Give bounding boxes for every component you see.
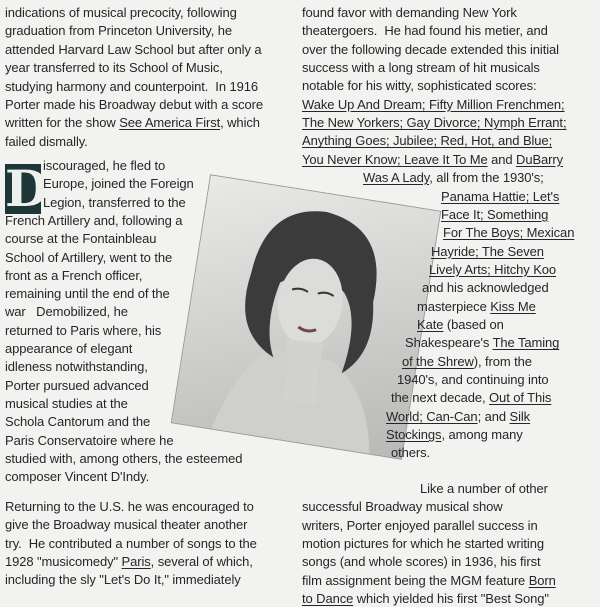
text-segment: appearance of elegant <box>5 341 133 356</box>
text-line <box>402 354 532 370</box>
text-line <box>5 414 150 430</box>
text-segment: try. He contributed a number of songs to the <box>5 535 257 551</box>
text-line <box>5 323 161 339</box>
text-line <box>397 372 549 388</box>
work-title: Panama Hattie; Let's <box>441 188 560 204</box>
text-line <box>417 299 536 315</box>
text-segment: French Artillery and, following a <box>5 212 183 228</box>
text-segment: songs (and whole scores) in 1936, his first <box>302 554 541 570</box>
text-line <box>5 572 241 588</box>
text-line <box>5 213 182 229</box>
work-title: The New Yorkers; Gay Divorce; Nymph Errant; <box>302 115 567 131</box>
text-line <box>5 536 257 552</box>
text-line <box>5 286 170 302</box>
work-title: The Taming <box>492 335 560 351</box>
text-line <box>302 78 537 94</box>
work-title: Hayride; The Seven <box>431 243 544 259</box>
text-line <box>302 23 548 39</box>
work-title: Was A Lady <box>363 170 430 186</box>
text-line <box>5 304 128 320</box>
text-line <box>5 115 260 131</box>
text-line <box>5 60 223 76</box>
text-segment: motion pictures for which he started writing <box>302 535 544 551</box>
text-line <box>302 42 559 58</box>
text-segment: , among many <box>441 427 523 443</box>
text-segment: remaining until the end of the <box>5 286 170 302</box>
text-line <box>386 427 523 443</box>
text-segment: ), from the <box>473 353 532 369</box>
work-title: Stockings <box>386 427 442 443</box>
text-line <box>43 176 194 192</box>
text-line <box>5 134 88 150</box>
text-segment: Porter pursued advanced <box>5 377 149 393</box>
text-segment: idleness notwithstanding, <box>5 359 148 375</box>
text-segment: Shakespeare's <box>405 335 493 351</box>
text-line <box>405 335 559 351</box>
text-segment: over the following decade extended this initial <box>302 41 559 57</box>
text-line <box>43 195 186 211</box>
text-line <box>302 5 517 21</box>
text-line <box>302 133 552 149</box>
work-title: Born <box>528 572 556 588</box>
text-segment: studied with, among others, the esteemed <box>5 450 243 466</box>
text-segment: Porter made his Broadway debut with a score <box>5 97 263 112</box>
drop-cap: D <box>5 159 49 218</box>
text-line <box>5 341 132 357</box>
text-line <box>302 554 541 570</box>
work-title: to Dance <box>302 590 354 606</box>
text-line <box>43 158 165 174</box>
text-segment: musical studies at the <box>5 395 128 411</box>
text-line <box>363 170 544 186</box>
text-line <box>302 518 538 534</box>
text-segment: written for the show <box>5 115 120 131</box>
text-segment: writers, Porter enjoyed parallel success in <box>302 517 538 533</box>
text-segment: the next decade, <box>391 390 490 406</box>
text-segment: Returning to the U.S. he was encouraged to <box>5 499 254 514</box>
text-line <box>302 499 503 515</box>
text-line <box>5 554 253 570</box>
text-line <box>5 469 149 485</box>
text-line <box>5 250 172 266</box>
text-segment: give the Broadway musical theater another <box>5 517 248 533</box>
text-line <box>5 5 237 21</box>
work-title: Wake Up And Dream; Fifty Million Frenchmen; <box>302 96 565 112</box>
text-segment: Like a number of other <box>420 481 548 496</box>
text-line <box>5 451 242 467</box>
text-line <box>441 207 548 223</box>
text-segment: composer Vincent D'Indy. <box>5 469 150 485</box>
work-title: World; Can-Can <box>386 408 478 424</box>
text-line <box>5 396 128 412</box>
work-title: DuBarry <box>516 151 564 167</box>
work-title: Silk <box>509 408 531 424</box>
text-segment: studying harmony and counterpoint. In 1916 <box>5 78 258 94</box>
text-segment: (based on <box>443 316 504 332</box>
text-segment: 1940's, and continuing into <box>397 372 549 387</box>
text-segment: course at the Fontainbleau <box>5 231 157 247</box>
text-segment: war Demobilized, he <box>5 304 128 320</box>
text-segment: 1928 "musicomedy" <box>5 553 122 569</box>
text-line <box>5 517 247 533</box>
text-segment: , several of which, <box>150 553 253 569</box>
text-line <box>391 390 551 406</box>
text-segment: others. <box>391 445 431 461</box>
work-title: of the Shrew <box>402 353 474 369</box>
work-title: Kiss Me <box>490 298 536 314</box>
work-title: You Never Know; Leave It To Me <box>302 151 488 167</box>
text-line <box>5 378 149 394</box>
text-segment: notable for his witty, sophisticated scores: <box>302 78 537 94</box>
text-line <box>5 231 156 247</box>
text-line <box>5 23 232 39</box>
text-line <box>5 97 263 113</box>
text-segment: found favor with demanding New York <box>302 5 517 20</box>
text-segment: masterpiece <box>417 298 491 314</box>
text-segment: theatergoers. He had found his metier, and <box>302 23 548 39</box>
work-title: Face It; Something <box>441 206 549 222</box>
text-segment: ; and <box>477 408 510 424</box>
text-line <box>420 481 548 497</box>
text-segment: Legion, transferred to the <box>43 194 186 210</box>
text-segment: successful Broadway musical show <box>302 499 503 515</box>
text-line <box>5 359 148 375</box>
text-line <box>5 268 142 284</box>
text-line <box>441 189 559 205</box>
text-line <box>302 97 565 113</box>
text-segment: year transferred to its School of Music, <box>5 60 223 76</box>
text-line <box>5 79 258 95</box>
text-line <box>391 445 430 461</box>
text-segment: returned to Paris where, his <box>5 322 162 338</box>
work-title: For The Boys; Mexican <box>443 225 575 241</box>
text-segment: film assignment being the MGM feature <box>302 572 529 588</box>
text-line <box>302 152 563 168</box>
text-segment: Europe, joined the Foreign <box>43 176 194 192</box>
text-line <box>417 317 504 333</box>
text-segment: front as a French officer, <box>5 267 143 283</box>
text-segment: and his acknowledged <box>422 280 549 296</box>
text-segment: iscouraged, he fled to <box>43 158 166 173</box>
text-line <box>5 499 254 515</box>
work-title: Anything Goes; Jubilee; Red, Hot, and Blue; <box>302 133 553 149</box>
text-line <box>5 433 173 449</box>
work-title: See America First <box>119 115 221 131</box>
text-segment: Schola Cantorum and the <box>5 414 151 430</box>
text-segment: failed dismally. <box>5 133 88 149</box>
text-line <box>443 225 574 241</box>
work-title: Out of This <box>489 390 552 406</box>
text-segment: attended Harvard Law School but after only a <box>5 41 262 57</box>
text-segment: success with a long stream of hit musicals <box>302 60 540 76</box>
text-line <box>422 280 549 296</box>
text-line <box>429 262 556 278</box>
text-line <box>431 244 544 260</box>
text-line <box>302 536 544 552</box>
text-segment: which yielded his first "Best Song" <box>353 590 549 606</box>
text-segment: and <box>487 151 517 167</box>
text-segment: indications of musical precocity, following <box>5 5 237 20</box>
work-title: Lively Arts; Hitchy Koo <box>429 261 557 277</box>
text-line <box>302 115 566 131</box>
text-line <box>302 60 540 76</box>
text-segment: , which <box>220 115 260 131</box>
text-segment: , all from the 1930's; <box>429 170 544 186</box>
text-segment: graduation from Princeton University, he <box>5 23 232 39</box>
text-line <box>5 42 261 58</box>
text-line <box>386 409 530 425</box>
text-segment: including the sly "Let's Do It," immediately <box>5 572 241 588</box>
work-title: Paris <box>121 553 151 569</box>
text-line <box>302 573 556 589</box>
text-line <box>302 591 549 607</box>
text-segment: Paris Conservatoire where he <box>5 432 174 448</box>
work-title: Kate <box>417 316 444 332</box>
text-segment: School of Artillery, went to the <box>5 249 173 265</box>
